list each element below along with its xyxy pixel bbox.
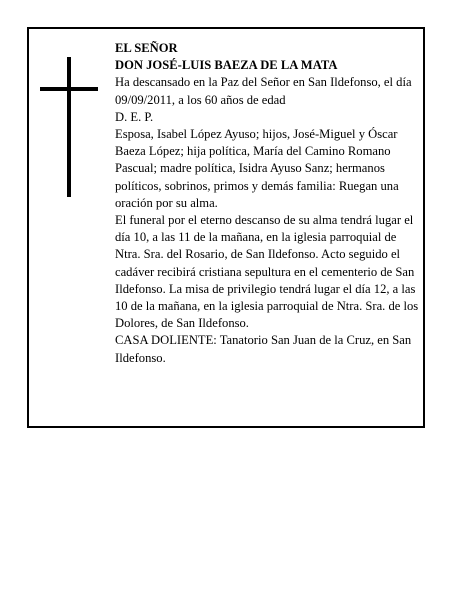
notice-paragraph-rip: D. E. P. — [115, 109, 154, 124]
deceased-name: DON JOSÉ-LUIS BAEZA DE LA MATA — [115, 58, 338, 73]
notice-paragraph-death: Ha descansado en la Paz del Señor en San Ildefonso, el día 09/09/2011, a los 60 años de edad — [115, 75, 412, 107]
notice-paragraph-funeral: El funeral por el eterno descanso de su alma tendrá lugar el día 10, a las 11 de la mañana, en la iglesia parroquial de Ntra. Sra. del Rosario, de San Ildefonso. Acto seguido el cadáver recibirá cristiana sepultura en el cementerio de San Ildefonso. La misa de privilegio tendrá lugar el día 12, a las 10 de la mañana, en la iglesia parroquial de Ntra. Sra. de los Dolores, de San Ildefonso. — [115, 213, 419, 331]
cross-horizontal-bar — [40, 87, 98, 91]
notice-paragraph-home: CASA DOLIENTE: Tanatorio San Juan de la Cruz, en San Ildefonso. — [115, 333, 412, 365]
notice-title: EL SEÑOR — [115, 41, 178, 55]
notice-paragraph-family: Esposa, Isabel López Ayuso; hijos, José-Miguel y Óscar Baeza López; hija política, María del Camino Romano Pascual; madre política, Isidra Ayuso Sanz; hermanos políticos, sobrinos, primos y demás familia: Ruegan una oración por su alma. — [115, 127, 399, 210]
notice-text — [115, 40, 419, 367]
obituary-notice — [27, 27, 425, 428]
cross-icon — [40, 57, 98, 197]
cross-vertical-bar — [67, 57, 71, 197]
